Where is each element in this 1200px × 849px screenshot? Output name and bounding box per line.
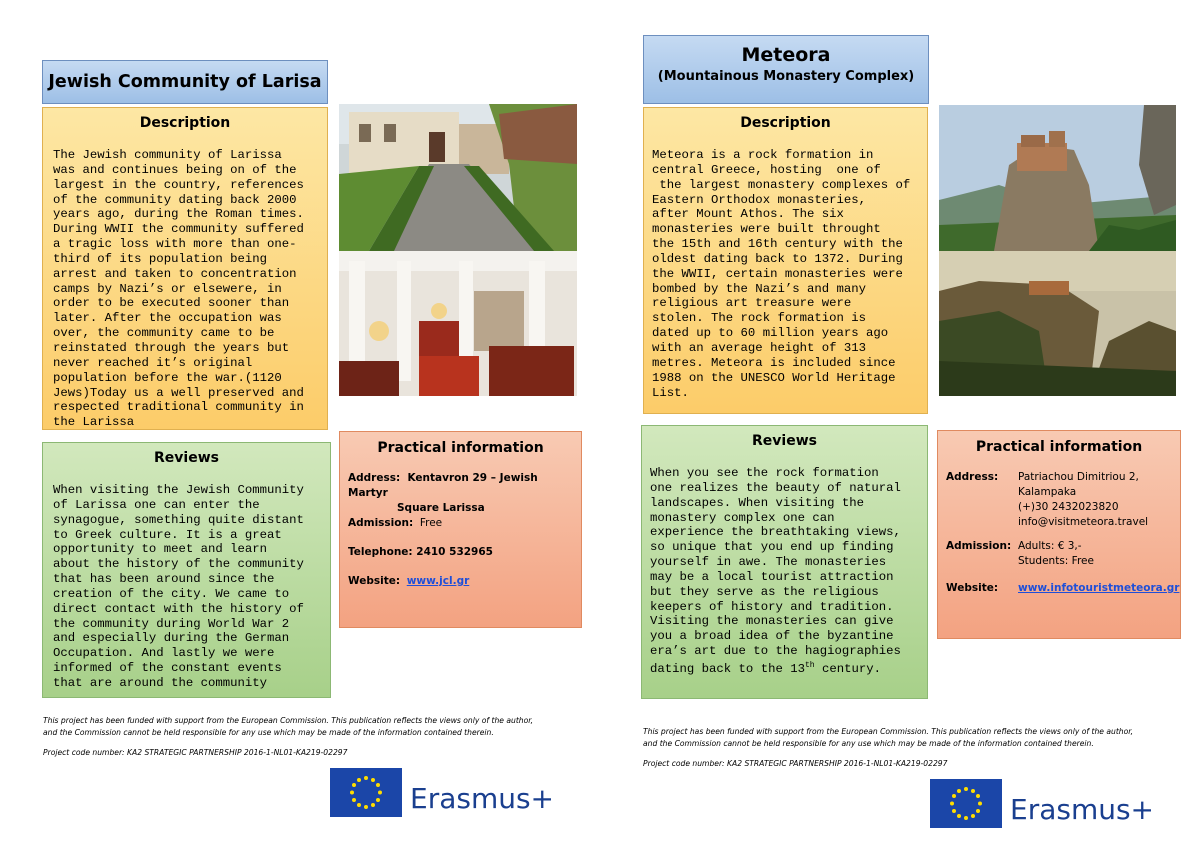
- left-practical-heading: Practical information: [377, 440, 544, 456]
- left-description-line: The Jewish community of Larissa: [53, 148, 282, 162]
- left-reviews-line: opportunity to meet and learn: [53, 542, 268, 557]
- left-description-line: over, the community came to be: [53, 326, 275, 341]
- right-reviews-line: one realizes the beauty of natural: [650, 480, 901, 495]
- right-admission-row: [946, 539, 1178, 569]
- right-title-box: [643, 35, 929, 104]
- left-reviews-line: When visiting the Jewish Community: [53, 483, 304, 497]
- left-reviews-text: [53, 483, 304, 691]
- right-admission-students: Students: Free: [1018, 555, 1094, 567]
- left-disclaimer: [43, 715, 603, 759]
- left-reviews-heading: Reviews: [154, 450, 219, 466]
- left-description-box: [42, 107, 328, 430]
- right-disclaimer-line2: and the Commission cannot be held responsible for any use which may be made of the information contained therein.: [643, 739, 1094, 748]
- right-reviews-line: monastery complex one can: [650, 510, 835, 525]
- right-practical-box: [937, 430, 1181, 639]
- right-reviews-line: keepers of history and tradition.: [650, 599, 894, 614]
- left-title-box: [42, 60, 328, 104]
- right-address-row: [946, 470, 1178, 530]
- left-address-line1: Kentavron 29 – Jewish Martyr: [348, 472, 538, 499]
- right-address-line: Patriachou Dimitriou 2,: [1018, 471, 1139, 483]
- right-reviews-line: landscapes. When visiting the: [650, 495, 865, 510]
- left-disclaimer-line1: This project has been funded with support from the European Commission. This publication reflects the views only of the author,: [43, 716, 534, 725]
- left-description-line: arrest and taken to concentration: [53, 266, 297, 281]
- right-reviews-last-line: [650, 659, 881, 677]
- right-description-line: the 15th and 16th century with the: [652, 237, 903, 252]
- right-website-label: Website:: [946, 582, 999, 594]
- meteora-cliff-photo: [939, 251, 1176, 396]
- left-reviews-line: direct contact with the history of: [53, 601, 304, 616]
- right-description-line: dated up to 60 million years ago: [652, 326, 889, 341]
- left-reviews-box: [42, 442, 331, 698]
- left-reviews-line: creation of the city. We came to: [53, 586, 290, 601]
- right-description-line: bombed by the Nazi’s and many: [652, 281, 867, 296]
- left-description-line: was and continues being on of the: [53, 162, 297, 177]
- right-page-title: Meteora: [741, 44, 831, 66]
- synagogue-interior-photo: [339, 251, 577, 396]
- left-address-line2: Square Larissa: [397, 502, 485, 514]
- left-description-line: the Larissa: [53, 415, 135, 430]
- right-description-line: Meteora is a rock formation in: [652, 148, 874, 162]
- right-reviews-line: Visiting the monasteries can give: [650, 614, 894, 629]
- right-website-row: [946, 581, 1178, 596]
- left-reviews-line: that has been around since the: [53, 572, 275, 587]
- right-erasmus-text: Erasmus+: [1010, 793, 1155, 826]
- right-phone-line: (+)30 2432023820: [1018, 501, 1119, 513]
- left-telephone: Telephone: 2410 532965: [348, 546, 493, 558]
- left-description-line: order to be executed sooner than: [53, 296, 290, 311]
- left-description-line: population before the war.(1120: [53, 370, 282, 385]
- left-description-line: third of its population being: [53, 251, 268, 266]
- right-reviews-line: era’s art due to the hagiographies: [650, 644, 901, 659]
- right-address-label: Address:: [946, 471, 999, 483]
- left-erasmus-text: Erasmus+: [410, 782, 555, 815]
- left-reviews-line: synagogue, something quite distant: [53, 512, 304, 527]
- meteora-monastery-photo: [939, 105, 1176, 251]
- right-reviews-line: but they serve as the religious: [650, 584, 879, 599]
- left-website-label: Website:: [348, 575, 401, 587]
- left-reviews-line: Occupation. And lastly we were: [53, 646, 275, 661]
- right-description-line: monasteries were built throught: [652, 222, 881, 237]
- courtyard-photo: [339, 104, 577, 251]
- right-description-line: central Greece, hosting one of: [652, 162, 881, 177]
- right-description-line: after Mount Athos. The six: [652, 207, 844, 222]
- right-page-subtitle: (Mountainous Monastery Complex): [657, 69, 915, 84]
- left-description-line: camps by Nazi’s or elsewere, in: [53, 281, 282, 296]
- left-reviews-line: of Larissa one can enter the: [53, 497, 260, 512]
- right-description-heading: Description: [740, 115, 831, 131]
- right-practical-heading: Practical information: [975, 439, 1143, 455]
- left-description-text: [53, 148, 304, 430]
- left-description-line: a tragic loss with more than one-: [53, 237, 297, 252]
- right-description-line: with an average height of 313: [652, 340, 867, 355]
- left-practical-box: [339, 431, 582, 628]
- left-admission-value: Free: [419, 517, 443, 529]
- left-project-code: Project code number: KA2 STRATEGIC PARTNERSHIP 2016-1-NL01-KA219-02297: [43, 748, 348, 757]
- right-description-line: metres. Meteora is included since: [652, 355, 896, 370]
- left-description-line: largest in the country, references: [53, 177, 304, 192]
- right-description-text: [652, 148, 910, 400]
- left-reviews-line: that are around the community: [53, 675, 268, 690]
- right-reviews-last-end: century.: [814, 662, 881, 677]
- left-disclaimer-line2: and the Commission cannot be held responsible for any use which may be made of the information contained therein.: [43, 728, 494, 737]
- left-description-line: Jews)Today us a well preserved and: [53, 385, 304, 400]
- right-description-line: oldest dating back to 1372. During: [652, 251, 903, 266]
- left-reviews-line: about the history of the community: [53, 557, 304, 572]
- right-admission-label: Admission:: [946, 540, 1012, 552]
- left-address-label: Address:: [348, 472, 401, 484]
- right-description-line: religious art treasure were: [652, 296, 852, 311]
- left-reviews-line: informed of the constant events: [53, 661, 282, 676]
- right-description-box: [643, 107, 928, 414]
- right-reviews-line: so unique that you end up finding: [650, 540, 894, 555]
- right-description-line: the largest monastery complexes of: [659, 177, 911, 192]
- right-reviews-last-start: dating back to the 13: [650, 662, 805, 677]
- left-reviews-line: the community during World War 2: [53, 616, 290, 631]
- right-reviews-line: When you see the rock formation: [650, 466, 879, 480]
- right-reviews-line: yourself in awe. The monasteries: [650, 555, 887, 570]
- left-description-line: respected traditional community in: [53, 400, 304, 415]
- left-website-row: [348, 574, 578, 589]
- left-website-link[interactable]: www.jcl.gr: [406, 575, 470, 587]
- right-email-line: info@visitmeteora.travel: [1018, 516, 1149, 528]
- right-erasmus-logo: [930, 779, 1175, 829]
- eu-flag-icon: [930, 779, 1002, 828]
- right-description-line: the WWII, certain monasteries were: [652, 266, 903, 281]
- left-description-heading: Description: [139, 115, 231, 131]
- left-reviews-line: to Greek culture. It is a great: [53, 527, 282, 542]
- left-admission-row: [348, 516, 578, 531]
- left-description-line: of the community dating back 2000: [53, 192, 297, 207]
- left-page-title: Jewish Community of Larisa: [48, 72, 322, 92]
- right-reviews-last-sup: th: [804, 661, 815, 670]
- right-website-link[interactable]: www.infotouristmeteora.gr: [1018, 582, 1180, 594]
- right-admission-adults: Adults: € 3,-: [1018, 540, 1082, 552]
- right-reviews-text: [650, 466, 901, 659]
- right-description-line: Eastern Orthodox monasteries,: [652, 192, 867, 207]
- right-disclaimer-line1: This project has been funded with support from the European Commission. This publication reflects the views only of the author,: [643, 727, 1134, 736]
- left-address-row: [348, 471, 578, 501]
- left-description-line: never reached it’s original: [53, 355, 253, 370]
- left-description-line: years ago, during the Roman times.: [53, 207, 304, 222]
- left-reviews-line: and especially during the German: [53, 631, 290, 646]
- right-reviews-line: may be a local tourist attraction: [650, 569, 894, 584]
- right-disclaimer: [643, 726, 1193, 770]
- right-address-line: Kalampaka: [1018, 486, 1077, 498]
- right-description-line: List.: [652, 385, 689, 400]
- right-description-line: 1988 on the UNESCO World Heritage: [652, 370, 896, 385]
- left-erasmus-logo: [330, 768, 570, 818]
- right-reviews-box: [641, 425, 928, 699]
- right-description-line: stolen. The rock formation is: [652, 311, 867, 326]
- right-project-code: Project code number: KA2 STRATEGIC PARTNERSHIP 2016-1-NL01-KA219-02297: [643, 759, 948, 768]
- right-reviews-heading: Reviews: [752, 433, 817, 449]
- right-reviews-line: you a broad idea of the byzantine: [650, 629, 894, 644]
- eu-flag-icon: [330, 768, 402, 817]
- right-reviews-line: experience the breathtaking views,: [650, 525, 901, 540]
- left-description-line: During WWII the community suffered: [53, 222, 304, 237]
- left-description-line: reinstated through the years but: [53, 340, 290, 355]
- left-admission-label: Admission:: [348, 517, 414, 529]
- left-description-line: later. After the occupation was: [53, 311, 282, 326]
